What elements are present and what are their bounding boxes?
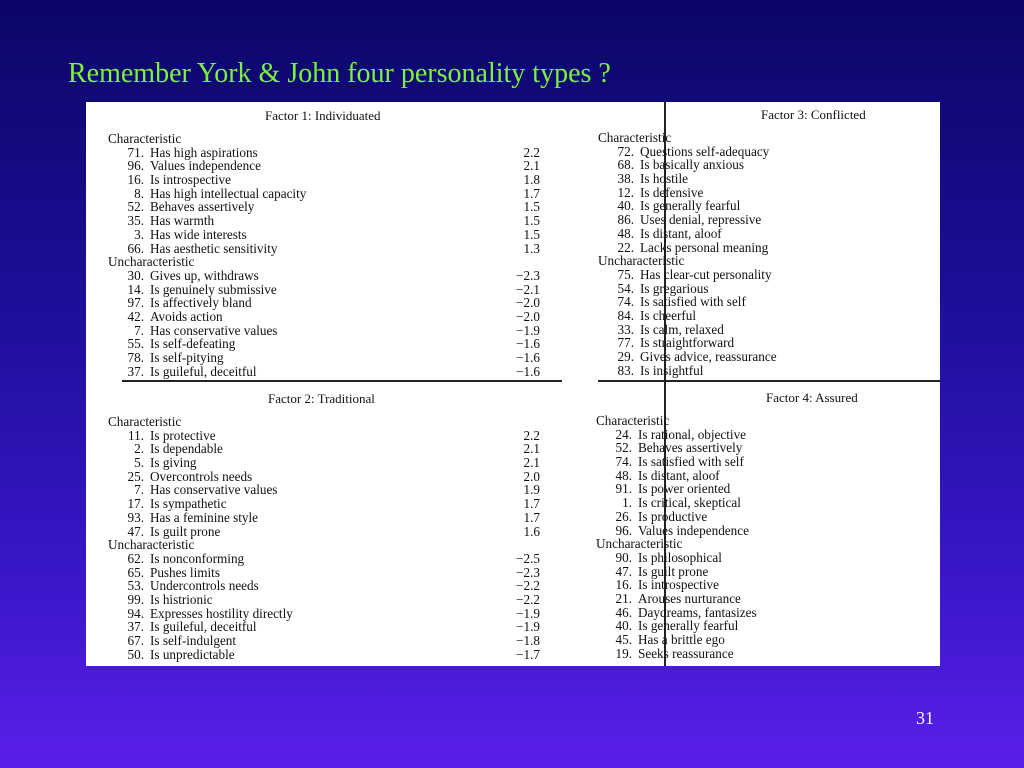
table-row: [596, 455, 936, 469]
item-number: 11.: [128, 427, 144, 443]
table-row: [108, 337, 564, 351]
item-description: Is guilt prone: [150, 523, 221, 539]
item-value: 2.1: [523, 441, 540, 457]
item-description: Is basically anxious: [640, 157, 745, 173]
item-value: 2.0: [523, 468, 540, 484]
table-row: [108, 310, 564, 324]
item-description: Has a feminine style: [150, 509, 259, 525]
item-value: −1.9: [516, 605, 540, 621]
item-number: 50.: [127, 646, 144, 662]
table-row: [596, 469, 936, 483]
item-number: 52.: [127, 199, 144, 215]
table-row: [108, 228, 564, 242]
table-row: [598, 336, 938, 350]
table-row: [108, 159, 564, 173]
item-number: 77.: [617, 335, 634, 351]
item-description: Overcontrols needs: [150, 468, 253, 484]
table-row: [598, 295, 938, 309]
item-description: Has wide interests: [150, 226, 247, 242]
item-value: −2.3: [516, 267, 540, 283]
item-number: 14.: [127, 281, 144, 297]
item-description: Behaves assertively: [150, 199, 255, 215]
table-row: [108, 456, 564, 470]
item-description: Has conservative values: [150, 322, 278, 338]
item-value: −2.5: [516, 550, 540, 566]
factor-title: Factor 1: Individuated: [265, 108, 381, 123]
item-description: Is straightforward: [640, 335, 735, 351]
item-description: Is gregarious: [640, 280, 709, 296]
table-row: [598, 350, 938, 364]
item-number: 37.: [127, 363, 144, 379]
item-description: Is introspective: [150, 172, 231, 188]
factor-title: Factor 2: Traditional: [268, 391, 375, 406]
item-number: 71.: [127, 144, 144, 160]
item-description: Gives up, withdraws: [150, 267, 259, 283]
item-description: Is guilt prone: [638, 563, 709, 579]
item-value: −2.2: [516, 578, 540, 594]
item-number: 21.: [615, 590, 632, 606]
page-number: 31: [916, 708, 934, 728]
table-row: [598, 241, 938, 255]
item-number: 67.: [127, 633, 144, 648]
table-row: [108, 593, 564, 607]
uncharacteristic-list: [108, 552, 564, 662]
item-number: 66.: [127, 240, 144, 256]
item-description: Avoids action: [150, 308, 223, 324]
item-number: 74.: [617, 294, 634, 310]
table-row: [108, 470, 564, 484]
table-row: [596, 441, 936, 455]
item-description: Is rational, objective: [638, 426, 747, 442]
item-number: 30.: [127, 267, 144, 283]
item-number: 96.: [127, 158, 144, 174]
item-description: Lacks personal meaning: [640, 239, 769, 255]
item-number: 40.: [617, 198, 634, 214]
item-description: Is self-pitying: [150, 350, 224, 365]
table-row: [108, 214, 564, 228]
uncharacteristic-heading: Uncharacteristic: [598, 253, 685, 269]
table-row: [598, 158, 938, 172]
item-description: Is histrionic: [150, 591, 213, 607]
table-row: [108, 620, 564, 634]
table-row: [596, 524, 936, 538]
item-number: 93.: [127, 509, 144, 525]
item-description: Questions self-adequacy: [640, 143, 770, 159]
item-number: 2.: [134, 441, 144, 457]
item-description: Arouses nurturance: [638, 590, 741, 606]
item-description: Is introspective: [638, 577, 719, 593]
item-number: 90.: [615, 549, 632, 565]
item-value: −1.7: [516, 646, 540, 662]
item-number: 48.: [615, 467, 632, 483]
table-row: [108, 269, 564, 283]
table-row: [598, 145, 938, 159]
item-description: Expresses hostility directly: [150, 605, 293, 621]
item-value: −2.3: [516, 564, 540, 580]
item-number: 84.: [617, 307, 634, 323]
characteristic-list: [598, 145, 938, 255]
table-row: [108, 187, 564, 201]
table-row: [596, 578, 936, 592]
table-row: [108, 296, 564, 310]
table-row: [108, 365, 564, 379]
item-value: 1.3: [523, 240, 540, 256]
table-row: [598, 323, 938, 337]
item-description: Is satisfied with self: [638, 454, 744, 470]
item-number: 74.: [615, 454, 632, 470]
item-value: 1.6: [523, 523, 540, 539]
item-number: 48.: [617, 225, 634, 241]
table-row: [108, 648, 564, 662]
item-value: −1.6: [516, 336, 540, 352]
item-description: Is genuinely submissive: [150, 281, 277, 297]
item-number: 33.: [617, 321, 634, 337]
table-row: [596, 606, 936, 620]
item-number: 68.: [617, 157, 634, 173]
table-row: [596, 482, 936, 496]
table-row: [598, 199, 938, 213]
item-number: 97.: [127, 295, 144, 311]
item-value: 1.7: [523, 185, 540, 201]
section-divider-left: [122, 380, 562, 382]
item-description: Is giving: [150, 455, 197, 471]
uncharacteristic-heading: Uncharacteristic: [108, 537, 195, 553]
item-number: 24.: [615, 426, 632, 442]
item-number: 29.: [617, 349, 634, 364]
table-row: [596, 565, 936, 579]
item-description: Is distant, aloof: [638, 467, 720, 483]
item-number: 37.: [127, 619, 144, 635]
item-description: Undercontrols needs: [150, 578, 259, 594]
item-value: −2.0: [516, 308, 540, 324]
characteristic-heading: Characteristic: [598, 130, 672, 145]
item-number: 3.: [134, 226, 144, 242]
table-row: [108, 200, 564, 214]
table-row: [108, 442, 564, 456]
characteristic-list: [108, 146, 564, 256]
item-value: 2.1: [523, 455, 540, 471]
item-number: 5.: [134, 455, 144, 471]
table-row: [108, 579, 564, 593]
item-description: Is insightful: [640, 362, 704, 378]
item-value: 1.5: [523, 213, 540, 229]
item-number: 19.: [615, 645, 632, 661]
characteristic-list: [108, 429, 564, 539]
item-description: Behaves assertively: [638, 440, 743, 456]
factor-title: Factor 4: Assured: [766, 390, 858, 405]
table-row: [108, 552, 564, 566]
item-description: Has warmth: [150, 213, 215, 229]
table-row: [108, 351, 564, 365]
item-description: Is affectively bland: [150, 295, 252, 311]
item-number: 25.: [127, 468, 144, 484]
item-number: 83.: [617, 362, 634, 378]
item-description: Gives advice, reassurance: [640, 349, 777, 364]
table-row: [598, 364, 938, 378]
item-number: 17.: [127, 496, 144, 512]
table-row: [108, 242, 564, 256]
item-number: 46.: [615, 604, 632, 620]
item-value: 2.2: [523, 144, 540, 160]
item-description: Is sympathetic: [150, 496, 227, 512]
item-number: 7.: [134, 482, 144, 498]
item-number: 75.: [617, 266, 634, 282]
item-description: Has aesthetic sensitivity: [150, 240, 278, 256]
item-description: Has conservative values: [150, 482, 278, 498]
item-description: Has high intellectual capacity: [150, 185, 307, 201]
uncharacteristic-list: [598, 268, 938, 378]
item-number: 47.: [615, 563, 632, 579]
item-description: Is productive: [638, 508, 708, 524]
characteristic-list: [596, 428, 936, 538]
table-row: [596, 510, 936, 524]
table-row: [108, 511, 564, 525]
item-description: Uses denial, repressive: [640, 212, 762, 228]
item-number: 42.: [127, 308, 144, 324]
item-value: 2.2: [523, 427, 540, 443]
table-row: [108, 634, 564, 648]
item-description: Values independence: [150, 158, 261, 174]
item-number: 45.: [615, 632, 632, 647]
characteristic-heading: Characteristic: [596, 413, 670, 428]
factor-table-image: [86, 102, 940, 666]
table-row: [596, 428, 936, 442]
item-description: Is nonconforming: [150, 550, 245, 566]
item-value: 1.5: [523, 199, 540, 215]
item-description: Is defensive: [640, 184, 704, 200]
item-value: 1.9: [523, 482, 540, 498]
table-row: [598, 268, 938, 282]
characteristic-heading: Characteristic: [108, 131, 182, 146]
table-row: [108, 324, 564, 338]
table-row: [598, 309, 938, 323]
item-description: Is unpredictable: [150, 646, 235, 662]
table-row: [108, 283, 564, 297]
item-description: Daydreams, fantasizes: [638, 604, 757, 620]
item-value: 1.7: [523, 509, 540, 525]
table-row: [108, 146, 564, 160]
item-description: Is critical, skeptical: [638, 495, 741, 511]
item-value: −1.6: [516, 350, 540, 365]
item-number: 55.: [127, 336, 144, 352]
table-row: [596, 496, 936, 510]
item-description: Is satisfied with self: [640, 294, 746, 310]
table-row: [596, 633, 936, 647]
item-description: Is generally fearful: [640, 198, 741, 214]
item-description: Has clear-cut personality: [640, 266, 772, 282]
table-row: [598, 282, 938, 296]
table-row: [598, 172, 938, 186]
table-row: [598, 186, 938, 200]
item-number: 53.: [127, 578, 144, 594]
item-number: 86.: [617, 212, 634, 228]
item-number: 16.: [127, 172, 144, 188]
item-description: Is philosophical: [638, 549, 722, 565]
item-value: −2.2: [516, 591, 540, 607]
item-value: −1.6: [516, 363, 540, 379]
item-description: Pushes limits: [150, 564, 220, 580]
item-number: 16.: [615, 577, 632, 593]
item-number: 47.: [127, 523, 144, 539]
table-row: [108, 173, 564, 187]
item-description: Is dependable: [150, 441, 223, 457]
item-description: Has a brittle ego: [638, 632, 725, 647]
item-number: 52.: [615, 440, 632, 456]
item-number: 94.: [127, 605, 144, 621]
table-row: [598, 227, 938, 241]
item-value: 1.8: [523, 172, 540, 188]
table-row: [108, 607, 564, 621]
table-row: [596, 551, 936, 565]
table-row: [598, 213, 938, 227]
table-row: [108, 566, 564, 580]
item-number: 26.: [615, 508, 632, 524]
item-description: Is calm, relaxed: [640, 321, 724, 337]
table-row: [108, 525, 564, 539]
table-row: [596, 619, 936, 633]
item-value: 2.1: [523, 158, 540, 174]
table-row: [108, 429, 564, 443]
item-number: 8.: [134, 185, 144, 201]
item-number: 1.: [622, 495, 632, 511]
item-number: 72.: [617, 143, 634, 159]
item-number: 38.: [617, 171, 634, 187]
item-description: Is cheerful: [640, 307, 697, 323]
item-description: Is guileful, deceitful: [150, 363, 257, 379]
table-row: [596, 592, 936, 606]
table-row: [108, 497, 564, 511]
item-value: −2.1: [516, 281, 540, 297]
item-description: Is guileful, deceitful: [150, 619, 257, 635]
factor-title: Factor 3: Conflicted: [761, 107, 866, 122]
item-number: 22.: [617, 239, 634, 255]
item-value: 1.5: [523, 226, 540, 242]
item-description: Is generally fearful: [638, 618, 739, 634]
item-value: 1.7: [523, 496, 540, 512]
item-value: −1.9: [516, 619, 540, 635]
item-number: 91.: [615, 481, 632, 497]
item-description: Has high aspirations: [150, 144, 258, 160]
item-number: 54.: [617, 280, 634, 296]
uncharacteristic-list: [108, 269, 564, 379]
item-description: Is power oriented: [638, 481, 731, 497]
uncharacteristic-heading: Uncharacteristic: [596, 536, 683, 552]
table-row: [108, 483, 564, 497]
slide-title: Remember York & John four personality types ?: [68, 58, 611, 89]
item-value: −1.9: [516, 322, 540, 338]
item-description: Seeks reassurance: [638, 645, 734, 661]
item-number: 96.: [615, 522, 632, 538]
item-number: 65.: [127, 564, 144, 580]
characteristic-heading: Characteristic: [108, 414, 182, 429]
uncharacteristic-heading: Uncharacteristic: [108, 254, 195, 270]
uncharacteristic-list: [596, 551, 936, 661]
item-value: −2.0: [516, 295, 540, 311]
item-number: 35.: [127, 213, 144, 229]
item-description: Is self-indulgent: [150, 633, 237, 648]
item-number: 7.: [134, 322, 144, 338]
item-number: 40.: [615, 618, 632, 634]
item-number: 12.: [617, 184, 634, 200]
item-value: −1.8: [516, 633, 540, 648]
item-description: Values independence: [638, 522, 749, 538]
item-number: 62.: [127, 550, 144, 566]
item-number: 78.: [127, 350, 144, 365]
item-description: Is self-defeating: [150, 336, 236, 352]
item-description: Is protective: [150, 427, 216, 443]
section-divider-right: [598, 380, 940, 382]
item-description: Is hostile: [640, 171, 688, 187]
item-description: Is distant, aloof: [640, 225, 722, 241]
item-number: 99.: [127, 591, 144, 607]
table-row: [596, 647, 936, 661]
